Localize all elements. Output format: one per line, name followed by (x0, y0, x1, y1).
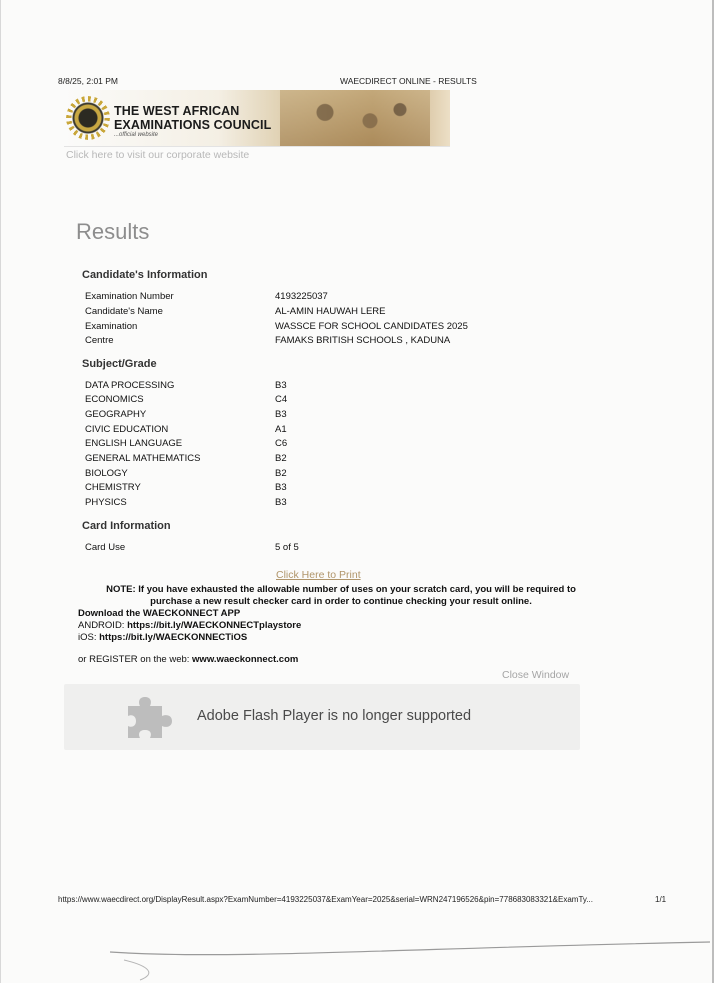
subject-name: GEOGRAPHY (85, 409, 147, 420)
android-link[interactable]: https://bit.ly/WAECKONNECTplaystore (127, 620, 302, 631)
paper-curl (110, 940, 710, 983)
close-window-button[interactable]: Close Window (502, 669, 570, 681)
scratch-card-note (96, 584, 586, 608)
subject-grade: B3 (275, 380, 287, 391)
table-row (85, 321, 505, 334)
subject-grade-heading: Subject/Grade (82, 358, 157, 370)
ios-link[interactable]: https://bit.ly/WAECKONNECTiOS (99, 632, 248, 643)
subject-grade: C6 (275, 438, 288, 449)
table-row (85, 482, 505, 495)
subject-name: PHYSICS (85, 497, 127, 508)
android-label: ANDROID: (78, 620, 128, 631)
subject-name: CIVIC EDUCATION (85, 424, 169, 435)
org-name-line2: EXAMINATIONS COUNCIL (114, 118, 272, 132)
puzzle-piece-icon (124, 694, 176, 740)
row-value: AL-AMIN HAUWAH LERE (275, 306, 386, 317)
corporate-website-link[interactable]: Click here to visit our corporate website (66, 149, 250, 161)
row-value: 4193225037 (275, 291, 328, 302)
flash-plugin-placeholder (64, 684, 580, 750)
table-row (85, 306, 505, 319)
banner-photo (280, 90, 430, 146)
ios-line (78, 632, 301, 644)
footer-url: https://www.waecdirect.org/DisplayResult.aspx?ExamNumber=4193225037&ExamYear=2025&serial=WRN247196526&pin=778683083321&ExamTy... (58, 895, 593, 904)
subject-name: ECONOMICS (85, 394, 144, 405)
subject-name: CHEMISTRY (85, 482, 141, 493)
row-value: FAMAKS BRITISH SCHOOLS , KADUNA (275, 335, 451, 346)
subject-grade: B3 (275, 482, 287, 493)
register-line (78, 654, 298, 665)
subject-grade: B2 (275, 453, 287, 464)
table-row (85, 542, 505, 555)
card-info-heading: Card Information (82, 520, 171, 532)
row-label: Examination Number (85, 291, 174, 302)
subject-grade: A1 (275, 424, 287, 435)
app-download-block (78, 608, 301, 644)
org-name (114, 104, 271, 132)
row-label: Card Use (85, 542, 126, 553)
note-text: If you have exhausted the allowable number of uses on your scratch card, you will be required to purchase a new result checker card in order to continue checking your result online. (135, 584, 576, 607)
waec-banner[interactable] (64, 90, 450, 146)
table-row (85, 409, 505, 422)
table-row (85, 453, 505, 466)
flash-unsupported-message: Adobe Flash Player is no longer supported (197, 708, 472, 724)
subject-name: BIOLOGY (85, 468, 128, 479)
note-prefix: NOTE: (106, 584, 136, 595)
table-row (85, 497, 505, 510)
table-row (85, 291, 505, 304)
print-datetime: 8/8/25, 2:01 PM (58, 76, 119, 86)
waec-seal-icon (70, 100, 106, 136)
footer-page-number: 1/1 (655, 895, 667, 904)
row-label: Centre (85, 335, 114, 346)
subject-name: GENERAL MATHEMATICS (85, 453, 201, 464)
print-button[interactable]: Click Here to Print (276, 569, 361, 581)
register-label: or REGISTER on the web: (78, 654, 193, 665)
app-heading: Download the WAECKONNECT APP (78, 608, 241, 619)
register-link[interactable]: www.waeckonnect.com (192, 654, 299, 665)
subject-name: DATA PROCESSING (85, 380, 175, 391)
subject-name: ENGLISH LANGUAGE (85, 438, 183, 449)
table-row (85, 380, 505, 393)
table-row (85, 394, 505, 407)
subject-grade: B3 (275, 497, 287, 508)
table-row (85, 335, 505, 348)
subject-grade: C4 (275, 394, 288, 405)
banner-rule (64, 146, 450, 147)
org-tagline: ...official website (114, 132, 159, 138)
row-value: WASSCE FOR SCHOOL CANDIDATES 2025 (275, 321, 468, 332)
subject-grade: B3 (275, 409, 287, 420)
ios-label: iOS: (78, 632, 100, 643)
android-line (78, 620, 301, 632)
row-label: Candidate's Name (85, 306, 163, 317)
table-row (85, 424, 505, 437)
card-use-value: 5 of 5 (275, 542, 299, 553)
page-title: Results (76, 219, 150, 244)
row-label: Examination (85, 321, 138, 332)
org-name-line1: THE WEST AFRICAN (114, 104, 240, 118)
candidate-info-heading: Candidate's Information (82, 269, 208, 281)
table-row (85, 438, 505, 451)
table-row (85, 468, 505, 481)
print-document-title: WAECDIRECT ONLINE - RESULTS (340, 76, 477, 86)
subject-grade: B2 (275, 468, 287, 479)
